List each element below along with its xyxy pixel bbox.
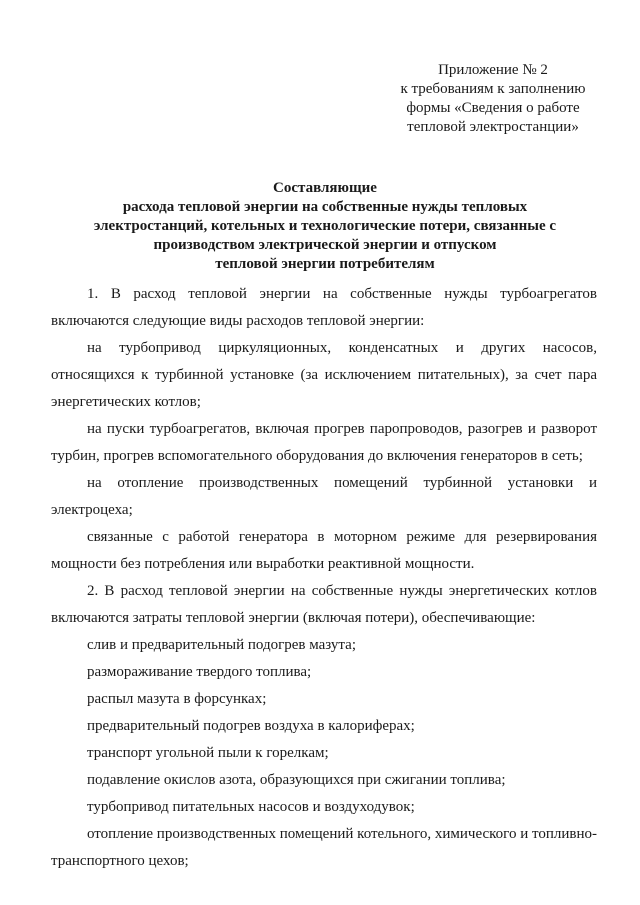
paragraph: на отопление производственных помещений турбинной установки и электроцеха; xyxy=(51,475,597,518)
appendix-line: Приложение № 2 xyxy=(438,62,548,78)
document-body xyxy=(51,281,597,875)
appendix-line: формы «Сведения о работе xyxy=(406,100,580,116)
paragraph: отопление производственных помещений котельного, химического и топливно-транспортного цехов; xyxy=(51,826,597,869)
appendix-line: тепловой электростанции» xyxy=(407,119,579,135)
appendix-header xyxy=(380,61,606,137)
paragraph: 1. В расход тепловой энергии на собственные нужды турбоагрегатов включаются следующие виды расходов тепловой энергии: xyxy=(51,286,597,329)
title-line: электростанций, котельных и технологические потери, связанные с xyxy=(93,218,557,234)
paragraph: слив и предварительный подогрев мазута; xyxy=(87,637,356,653)
paragraph: предварительный подогрев воздуха в калориферах; xyxy=(87,718,415,734)
paragraph: распыл мазута в форсунках; xyxy=(87,691,267,707)
appendix-line: к требованиям к заполнению xyxy=(400,81,586,97)
title-line: производством электрической энергии и отпуском xyxy=(153,237,497,253)
title-line: расхода тепловой энергии на собственные нужды тепловых xyxy=(122,199,528,215)
title-line: Составляющие xyxy=(273,180,377,196)
paragraph: на пуски турбоагрегатов, включая прогрев паропроводов, разогрев и разворот турбин, прогрев вспомогательного оборудования до включения генераторов в сеть; xyxy=(51,421,597,464)
document-title xyxy=(80,179,570,274)
paragraph: турбопривод питательных насосов и воздуходувок; xyxy=(87,799,415,815)
paragraph: подавление окислов азота, образующихся при сжигании топлива; xyxy=(87,772,506,788)
paragraph: 2. В расход тепловой энергии на собственные нужды энергетических котлов включаются затраты тепловой энергии (включая потери), обеспечивающие: xyxy=(51,583,597,626)
paragraph: транспорт угольной пыли к горелкам; xyxy=(87,745,329,761)
paragraph: размораживание твердого топлива; xyxy=(87,664,312,680)
title-line: тепловой энергии потребителям xyxy=(215,256,435,272)
paragraph: связанные с работой генератора в моторном режиме для резервирования мощности без потребления или выработки реактивной мощности. xyxy=(51,529,597,572)
paragraph: на турбопривод циркуляционных, конденсатных и других насосов, относящихся к турбинной установке (за исключением питательных), за счет пара энергетических котлов; xyxy=(51,340,597,410)
